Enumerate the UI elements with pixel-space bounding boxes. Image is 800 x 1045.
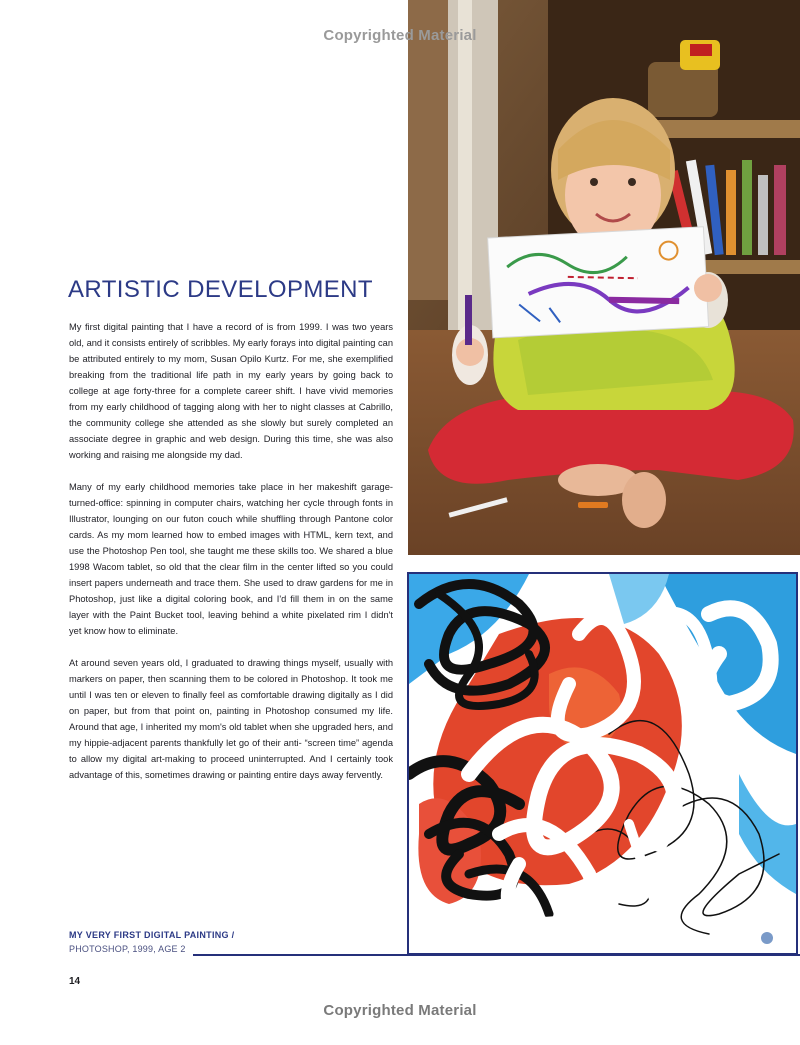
child-photo (408, 0, 800, 555)
copyright-watermark-top: Copyrighted Material (323, 27, 477, 44)
section-heading: ARTISTIC DEVELOPMENT (68, 276, 373, 303)
caption-rule (193, 954, 800, 956)
caption-title: MY VERY FIRST DIGITAL PAINTING / (69, 930, 235, 940)
caption-subtitle: PHOTOSHOP, 1999, AGE 2 (69, 944, 186, 954)
child-photo-illustration (408, 0, 800, 555)
first-digital-painting (407, 572, 798, 955)
paragraph: At around seven years old, I graduated to drawing things myself, usually with markers on paper, then scanning them to be colored in Photoshop. It took me until I was ten or eleven to finally feel as comfortable drawing digitally as I did on paper, but from that point on, painting in Photoshop consumed my life. Around that age, I inherited my mom's old tablet when she upgraded hers, and my hippie-adjacent parents thankfully let go of their anti- “screen time” agenda to allow my digital art-making to proceed uninterrupted. And I certainly took advantage of this, sometimes drawing or painting entire days away fervently. (69, 658, 393, 780)
figure-caption (69, 928, 399, 956)
paragraph: My first digital painting that I have a record of is from 1999. I was two years old, and it consists entirely of scribbles. My early forays into digital painting can be attributed entirely to my mom, Susan Opilo Kurtz. For me, she exemplified breaking from the traditional life path in my early years by going back to college at age forty-three for a complete career shift. I have vivid memories from my early childhood of tagging along with her to night classes at Cabrillo, the community college she attended as she slowly but surely completed an associate degree in graphic and web design. During this time, she was also working and raising me alongside my dad. (69, 322, 393, 460)
copyright-watermark-bottom: Copyrighted Material (323, 1002, 477, 1019)
paragraph: Many of my early childhood memories take place in her makeshift garage-turned-office: spinning in computer chairs, watching her cycle through fonts in Illustrator, lounging on our futon couch while shuffling through Pantone color cards. As my mom learned how to embed images with HTML, kern text, and use the Photoshop Pen tool, she taught me these skills too. We shared a blue 1998 Wacom tablet, so old that the clear film in the center lifted so you could insert papers underneath and trace them. She used to draw gardens for me in Photoshop, just like a digital coloring book, and I'd fill them in on the same layer with the Paint Bucket tool, leaving behind a white pixelated rim I didn't yet know how to eliminate. (69, 482, 393, 636)
page-number: 14 (69, 976, 81, 987)
scribble-painting-illustration (409, 574, 796, 953)
body-text (69, 319, 393, 799)
